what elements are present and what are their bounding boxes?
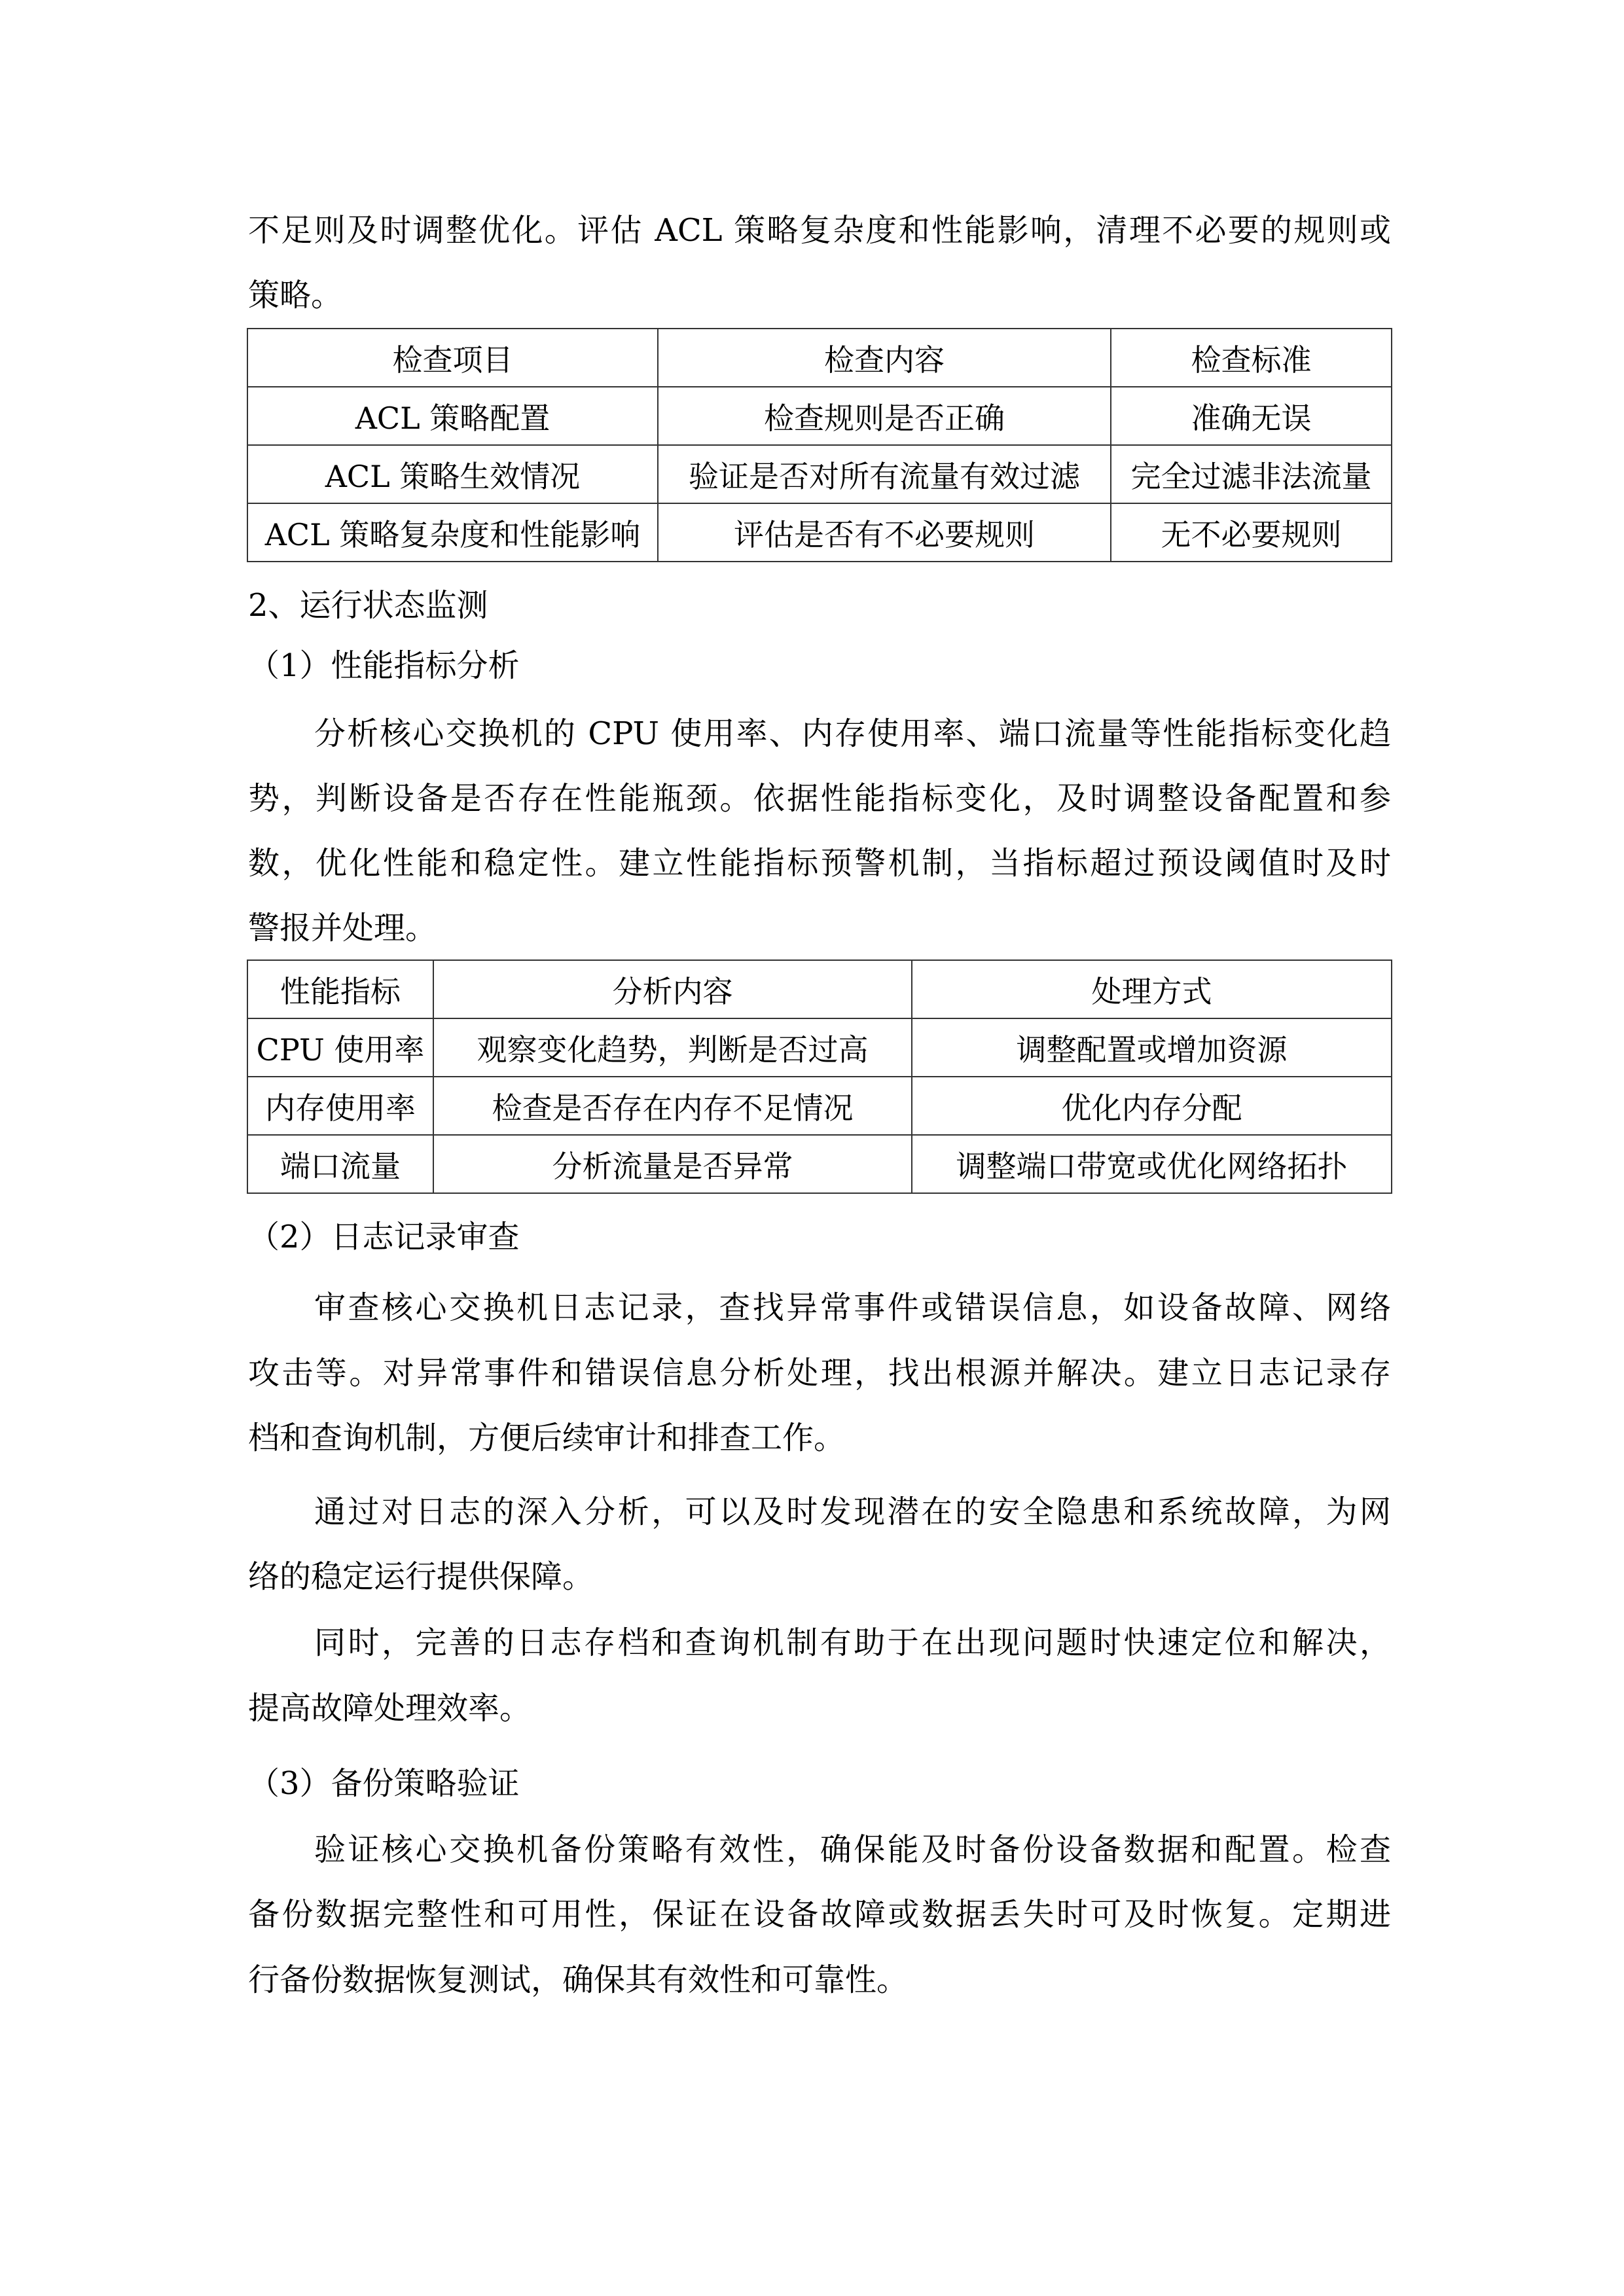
table-cell: 观察变化趋势，判断是否过高 [433, 1018, 912, 1077]
table-header-cell: 检查内容 [658, 329, 1111, 387]
table-cell: CPU 使用率 [247, 1018, 433, 1077]
table-cell: 验证是否对所有流量有效过滤 [658, 445, 1111, 503]
table-row [247, 387, 1392, 445]
text-line: 络的稳定运行提供保障。 [248, 1558, 594, 1595]
performance-table [247, 960, 1392, 1194]
table-row [247, 445, 1392, 503]
text-line: 审查核心交换机日志记录，查找异常事件或错误信息，如设备故障、网络 [314, 1289, 1391, 1326]
text-line: 行备份数据恢复测试，确保其有效性和可靠性。 [248, 1962, 909, 1998]
table-cell: 调整端口带宽或优化网络拓扑 [912, 1135, 1392, 1193]
table-cell: 无不必要规则 [1111, 503, 1392, 562]
table-header-row [247, 960, 1392, 1018]
table-cell: 检查规则是否正确 [658, 387, 1111, 445]
text-line: 不足则及时调整优化。评估 ACL 策略复杂度和性能影响，清理不必要的规则或 [248, 212, 1391, 249]
text-line: 提高故障处理效率。 [248, 1690, 532, 1727]
table-header-cell: 性能指标 [247, 960, 433, 1018]
table-cell: 评估是否有不必要规则 [658, 503, 1111, 562]
text-line: 验证核心交换机备份策略有效性，确保能及时备份设备数据和配置。检查 [314, 1831, 1391, 1868]
table-cell: 内存使用率 [247, 1077, 433, 1135]
table-cell: 检查是否存在内存不足情况 [433, 1077, 912, 1135]
table-cell: ACL 策略复杂度和性能影响 [247, 503, 658, 562]
text-line: 数，优化性能和稳定性。建立性能指标预警机制，当指标超过预设阈值时及时 [248, 845, 1391, 882]
section-heading: 2、运行状态监测 [248, 587, 488, 624]
text-line: 档和查询机制，方便后续审计和排查工作。 [248, 1420, 846, 1456]
text-line: 势，判断设备是否存在性能瓶颈。依据性能指标变化，及时调整设备配置和参 [248, 780, 1391, 817]
text-line: 通过对日志的深入分析，可以及时发现潜在的安全隐患和系统故障，为网 [314, 1494, 1391, 1530]
table-cell: ACL 策略配置 [247, 387, 658, 445]
text-line: 同时，完善的日志存档和查询机制有助于在出现问题时快速定位和解决， [314, 1624, 1391, 1661]
subsection-heading: （3）备份策略验证 [248, 1765, 520, 1802]
text-line: 策略。 [248, 277, 343, 314]
table-row [247, 1135, 1392, 1193]
table-cell: 优化内存分配 [912, 1077, 1392, 1135]
table-header-cell: 检查标准 [1111, 329, 1392, 387]
table-cell: 完全过滤非法流量 [1111, 445, 1392, 503]
text-line: 分析核心交换机的 CPU 使用率、内存使用率、端口流量等性能指标变化趋 [314, 715, 1391, 752]
table-header-cell: 处理方式 [912, 960, 1392, 1018]
subsection-heading: （1）性能指标分析 [248, 647, 520, 684]
table-row [247, 1018, 1392, 1077]
table-cell: 准确无误 [1111, 387, 1392, 445]
table-header-row [247, 329, 1392, 387]
table-row [247, 503, 1392, 562]
table-cell: 分析流量是否异常 [433, 1135, 912, 1193]
table-cell: 调整配置或增加资源 [912, 1018, 1392, 1077]
table-cell: 端口流量 [247, 1135, 433, 1193]
text-line: 攻击等。对异常事件和错误信息分析处理，找出根源并解决。建立日志记录存 [248, 1355, 1391, 1391]
table-header-cell: 检查项目 [247, 329, 658, 387]
text-line: 警报并处理。 [248, 910, 437, 946]
table-row [247, 1077, 1392, 1135]
subsection-heading: （2）日志记录审查 [248, 1219, 520, 1255]
text-line: 备份数据完整性和可用性，保证在设备故障或数据丢失时可及时恢复。定期进 [248, 1896, 1391, 1933]
table-cell: ACL 策略生效情况 [247, 445, 658, 503]
acl-check-table [247, 328, 1392, 562]
table-header-cell: 分析内容 [433, 960, 912, 1018]
